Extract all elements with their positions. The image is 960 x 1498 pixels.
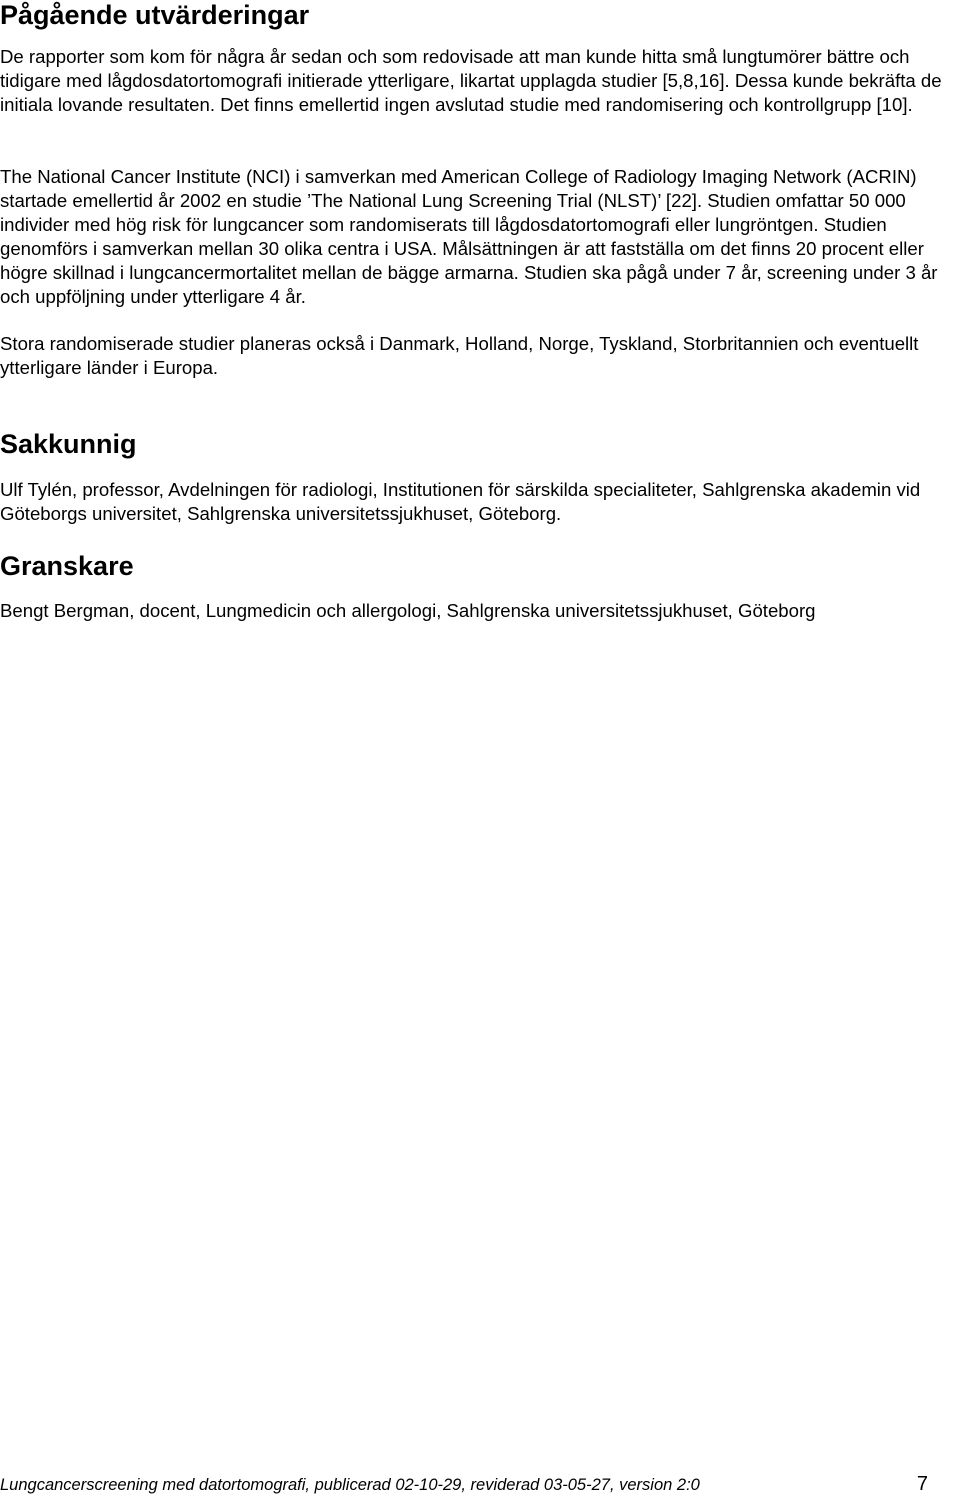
paragraph-early-reports: De rapporter som kom för några år sedan och som redovisade att man kunde hitta små lungtumörer bättre och tidigare med lågdosdatortomografi initierade ytterligare, likartat upplagda studier [5,8,16]. Dessa kunde bekräfta de initiala lovande resultaten. Det finns emellertid ingen avslutad studie med randomisering och kontrollgrupp [10]. xyxy=(0,46,942,115)
paragraph-reviewer: Bengt Bergman, docent, Lungmedicin och allergologi, Sahlgrenska universitetssjukhuset, Göteborg xyxy=(0,600,816,621)
page-number: 7 xyxy=(916,1473,928,1495)
section-heading-ongoing-evaluations: Pågående utvärderingar xyxy=(0,0,310,30)
paragraph-nlst-study: The National Cancer Institute (NCI) i samverkan med American College of Radiology Imaging Network (ACRIN) startade emellertid år 2002 en studie ’The National Lung Screening Trial (NLST)’ [22]. Studien omfattar 50 000 individer med hög risk för lungcancer som randomiserats till lågdosdatortomografi eller lungröntgen. Studien genomförs i samverkan mellan 30 olika centra i USA. Målsättningen är att fastställa om det finns 20 procent eller högre skillnad i lungcancermortalitet mellan de bägge armarna. Studien ska pågå under 7 år, screening under 3 år och uppföljning under ytterligare 4 år. xyxy=(0,166,938,307)
paragraph-european-studies: Stora randomiserade studier planeras också i Danmark, Holland, Norge, Tyskland, Storbritannien och eventuellt ytterligare länder i Europa. xyxy=(0,333,919,378)
section-heading-reviewer: Granskare xyxy=(0,551,134,581)
section-heading-expert: Sakkunnig xyxy=(0,429,137,459)
footer-document-info: Lungcancerscreening med datortomografi, publicerad 02-10-29, reviderad 03-05-27, version 2:0 xyxy=(0,1476,700,1494)
paragraph-expert: Ulf Tylén, professor, Avdelningen för radiologi, Institutionen för särskilda specialiteter, Sahlgrenska akademin vid Göteborgs universitet, Sahlgrenska universitetssjukhuset, Göteborg. xyxy=(0,479,921,524)
